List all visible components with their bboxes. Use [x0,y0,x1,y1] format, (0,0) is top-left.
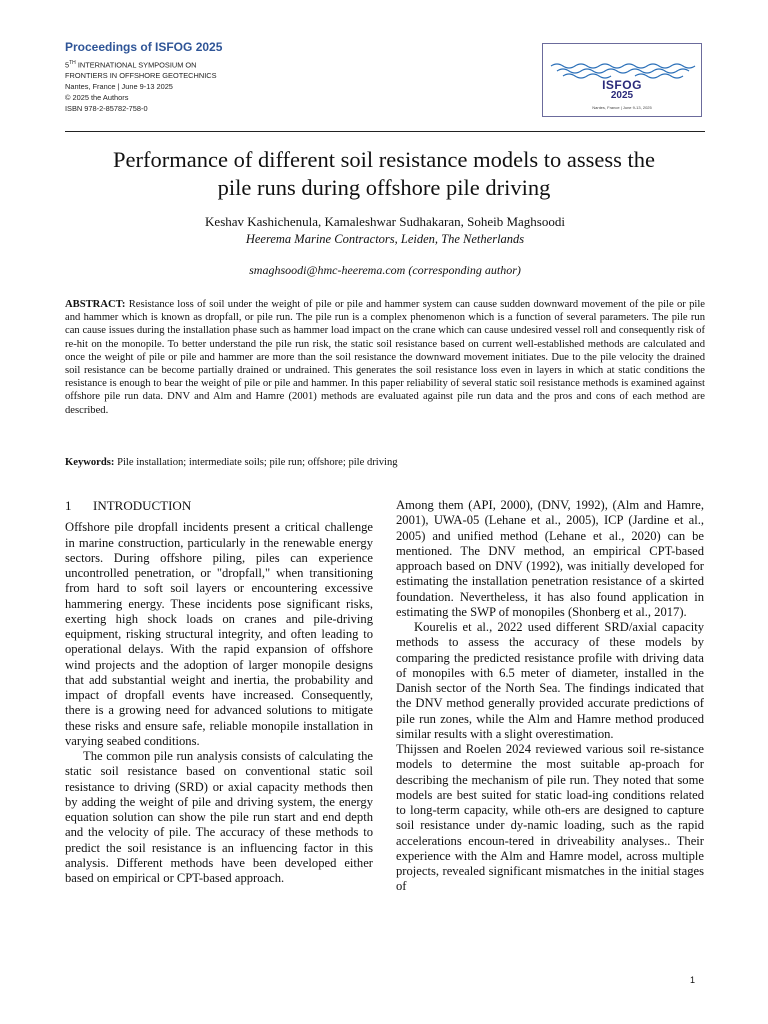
abstract-text: Resistance loss of soil under the weight of pile or pile and hammer system can cause sudden downward movement of the pile or pile and hammer which is known as dropfall, or pile run. The pile run is a complex phenomenon which is a function of several parameters. The pile run can cause issues during the installation phase such as hammer load impact on the crane which can cause undesired vessel roll and consequently risk of re-hit on the monopile. To better understand the pile run risk, the static soil resistance based on current well-established methods are calculated and once the weight of pile or pile and hammer are more than the soil resistance the downward movement initiates. Due to the pile velocity the drained soil resistance can be become partially drained or undrained. This generates the soil resistance loss even in layers in which at static conditions the resistance is enough to bear the weight of pile or pile and hammer. In this paper reliability of several static soil resistance methods is examined against offshore pile run data. DNV and Alm and Hamre (2001) methods are evaluated against pile run data and the pros and cons of each method are described. [65,299,705,416]
left-column [65,498,373,886]
paragraph: Offshore pile dropfall incidents present a critical challenge in marine construction, particularly in the renewable energy sectors. During offshore piling, piles can experience uncontrolled penetration, or "dropfall," when transitioning from hard to soft soil layers or encountering excessive hammering energy. These incidents pose significant risks, exerting high shock loads on cranes and pile-driving equipment, risking structural integrity, and often leading to operational delays. With the rapid expansion of offshore wind projects and the adoption of larger monopile designs that add substantial weight and inertia, the probability and impact of dropfall events have increased. Consequently, there is a growing need for advanced solutions to mitigate these risks and ensure safe, reliable monopile installation in varying seabed conditions. [65,520,373,748]
logo-year: 2025 [610,90,634,101]
corresponding-email: smaghsoodi@hmc-heerema.com (corresponding author) [249,263,521,277]
keywords-label: Keywords: [65,457,115,468]
symposium-superscript: TH [69,60,76,66]
paragraph: Among them (API, 2000), (DNV, 1992), (Alm and Hamre, 2001), UWA-05 (Lehane et al., 2005), ICP (Jardine et al., 2005) and unified method (Lehane et al., 2020) can be mentioned. The DNV method, an empirical CPT-based approach based on DNV (1992), was initially developed for estimating the installation penetration resistance of a skirted foundation. Nevertheless, it has also found application in estimating the SWP of monopiles (Shonberg et al., 2017). [396,498,704,619]
authors: Keshav Kashichenula, Kamaleshwar Sudhakaran, Soheib Maghsoodi [205,214,565,229]
keywords-text: Pile installation; intermediate soils; pile run; offshore; pile driving [114,457,398,468]
copyright: © 2025 the Authors [65,93,129,103]
abstract [65,298,705,417]
symposium-number: 5 [65,60,70,70]
symposium-line2: FRONTIERS IN OFFSHORE GEOTECHNICS [65,71,217,81]
logo-name: ISFOG [602,78,642,92]
abstract-label: ABSTRACT: [65,299,126,310]
title-line-2: pile runs during offshore pile driving [217,175,551,200]
proceedings-title: Proceedings of ISFOG 2025 [65,40,223,54]
section-title: INTRODUCTION [93,498,192,513]
paragraph: Thijssen and Roelen 2024 reviewed various soil re-sistance models to determine the most suitable ap-proach for describing the mechanism of pile run. They noted that some models are best suited for static load-ing conditions related to long-term capacity, while oth-ers are designed to capture soil resistance under dy-namic loading, such as the rapid accelerations encoun-tered in driveability analyses.. Their experience with the Alm and Hamre model, across multiple projects, revealed significant mismatches in the initial stages of [396,742,704,894]
paragraph: The common pile run analysis consists of calculating the static soil resistance based on conventional static soil resistance to driving (SRD) or axial capacity methods then by adding the weight of pile and driving system, the energy equation solution can show the pile run start and end depth and the velocity of pile. The accuracy of these methods to predict the soil resistance is an influencing factor in this analysis. Different methods have been developed either based on empirical or CPT-based approach. [65,749,373,885]
isfog-logo [542,43,702,117]
page-number: 1 [690,975,696,985]
location: Nantes, France | June 9-13 2025 [65,82,173,92]
right-column [396,498,704,895]
symposium-rest: INTERNATIONAL SYMPOSIUM ON [75,60,197,70]
isbn: ISBN 978-2-85782-758-0 [65,104,148,114]
paper-title [55,146,713,202]
affiliation: Heerema Marine Contractors, Leiden, The Netherlands [245,232,525,246]
keywords [65,456,705,469]
title-line-1: Performance of different soil resistance models to assess the [113,147,655,172]
header-rule [65,131,705,132]
section-heading [65,498,373,513]
logo-subtitle: Nantes, France | June 9-13, 2025 [592,105,652,110]
paragraph: Kourelis et al., 2022 used different SRD/axial capacity methods to assess the accuracy of these models by comparing the predicted resistance profile with driving data of monopiles with 6.5 meter of diameter, installed in the Danish sector of the North Sea. The findings indicated that the DNV method generally provided accurate predictions of pile run zones, while the Alm and Hamre method produced similar results with a slight overestimation. [396,620,704,741]
section-number: 1 [65,498,72,513]
proceedings-header [65,40,705,132]
